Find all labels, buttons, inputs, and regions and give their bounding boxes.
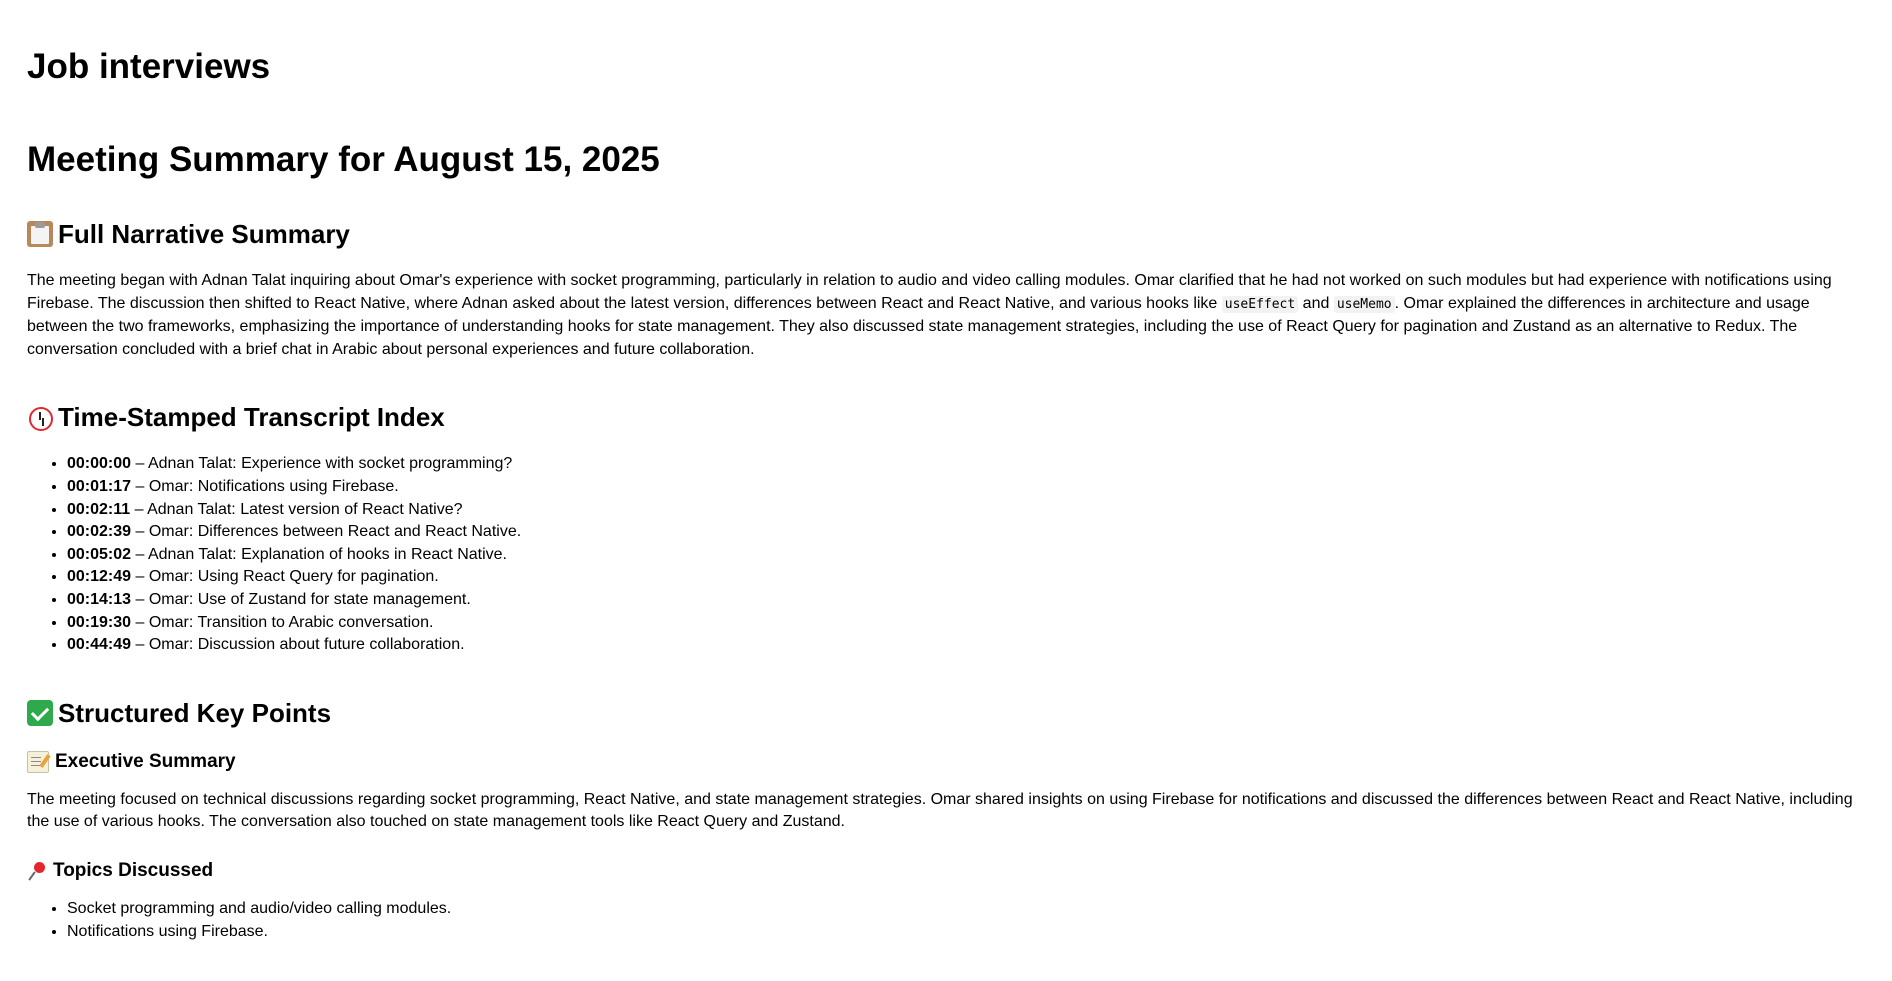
narrative-text-3: . Omar explained the differences in architecture and usage between the two frameworks, emphasizing the importance of understanding hooks for state management. They also discussed state management strategies, including the use of React Query for pagination and Zustand as an alternative to Redux. The conversation concluded with a brief chat in Arabic about personal experiences and future collaboration. xyxy=(27,294,1810,358)
alarm-clock-icon xyxy=(27,404,53,430)
transcript-item xyxy=(67,566,1865,589)
topics-heading xyxy=(27,858,1865,884)
transcript-item xyxy=(67,544,1865,567)
pushpin-icon xyxy=(27,861,47,881)
transcript-entry: – Adnan Talat: Experience with socket programming? xyxy=(131,455,513,473)
narrative-heading-label: Full Narrative Summary xyxy=(58,219,350,249)
transcript-list xyxy=(27,453,1865,656)
narrative-paragraph xyxy=(27,270,1865,361)
timestamp: 00:44:49 xyxy=(67,636,132,654)
transcript-item xyxy=(67,521,1865,544)
transcript-entry: – Omar: Using React Query for pagination. xyxy=(131,568,439,586)
timestamp: 00:00:00 xyxy=(67,455,132,473)
key-points-heading xyxy=(27,695,1865,731)
document-title: Job interviews xyxy=(27,47,271,86)
topic-item: • Notifications using Firebase. xyxy=(67,921,1865,944)
memo-icon xyxy=(27,751,49,773)
transcript-heading xyxy=(27,399,1865,435)
timestamp: 00:12:49 xyxy=(67,568,132,586)
transcript-item xyxy=(67,499,1865,522)
clipboard-icon xyxy=(27,221,53,247)
transcript-entry: – Omar: Transition to Arabic conversation. xyxy=(131,613,434,631)
transcript-entry: – Adnan Talat: Explanation of hooks in React Native. xyxy=(131,545,507,563)
code-use-memo: useMemo xyxy=(1334,296,1395,313)
narrative-heading xyxy=(27,216,1865,252)
transcript-entry: – Omar: Use of Zustand for state management. xyxy=(131,590,471,608)
timestamp: 00:14:13 xyxy=(67,590,132,608)
meeting-title: Meeting Summary for August 15, 2025 xyxy=(27,140,660,179)
timestamp: 00:01:17 xyxy=(67,477,132,495)
transcript-item xyxy=(67,589,1865,612)
transcript-heading-label: Time-Stamped Transcript Index xyxy=(58,402,445,433)
transcript-entry: – Omar: Discussion about future collaboration. xyxy=(131,636,465,654)
executive-summary-heading xyxy=(27,749,1865,775)
timestamp: 00:02:11 xyxy=(67,500,131,518)
check-mark-icon xyxy=(27,700,53,726)
transcript-item xyxy=(67,453,1865,476)
transcript-entry: – Omar: Differences between React and React Native. xyxy=(131,523,522,541)
transcript-item xyxy=(67,476,1865,499)
executive-summary-heading-label: Executive Summary xyxy=(55,750,236,772)
executive-summary-paragraph: The meeting focused on technical discussions regarding socket programming, React Native, and state management strategies. Omar shared insights on using Firebase for notifications and discussed the differences between React and React Native, including the use of various hooks. The conversation also touched on state management tools like React Query and Zustand. xyxy=(27,790,1853,831)
narrative-text-2: and xyxy=(1298,294,1334,312)
timestamp: 00:19:30 xyxy=(67,613,132,631)
code-use-effect: useEffect xyxy=(1222,296,1298,313)
narrative-text-1: The meeting began with Adnan Talat inquiring about Omar's experience with socket programming, particularly in relation to audio and video calling modules. Omar clarified that he had not worked on such modules but had experience with notifications using Firebase. The discussion then shifted to React Native, where Adnan asked about the latest version, differences between React and React Native, and various hooks like xyxy=(27,272,1832,312)
transcript-entry: – Adnan Talat: Latest version of React Native? xyxy=(130,500,463,518)
key-points-heading-label: Structured Key Points xyxy=(58,697,332,728)
topics-list xyxy=(27,898,1865,943)
summary-content xyxy=(27,216,1865,981)
transcript-entry: – Omar: Notifications using Firebase. xyxy=(131,477,399,495)
topic-item: • Socket programming and audio/video calling modules. xyxy=(67,898,1865,921)
transcript-item xyxy=(67,612,1865,635)
transcript-item xyxy=(67,634,1865,657)
topics-heading-label: Topics Discussed xyxy=(53,859,214,881)
timestamp: 00:02:39 xyxy=(67,523,132,541)
timestamp: 00:05:02 xyxy=(67,545,132,563)
